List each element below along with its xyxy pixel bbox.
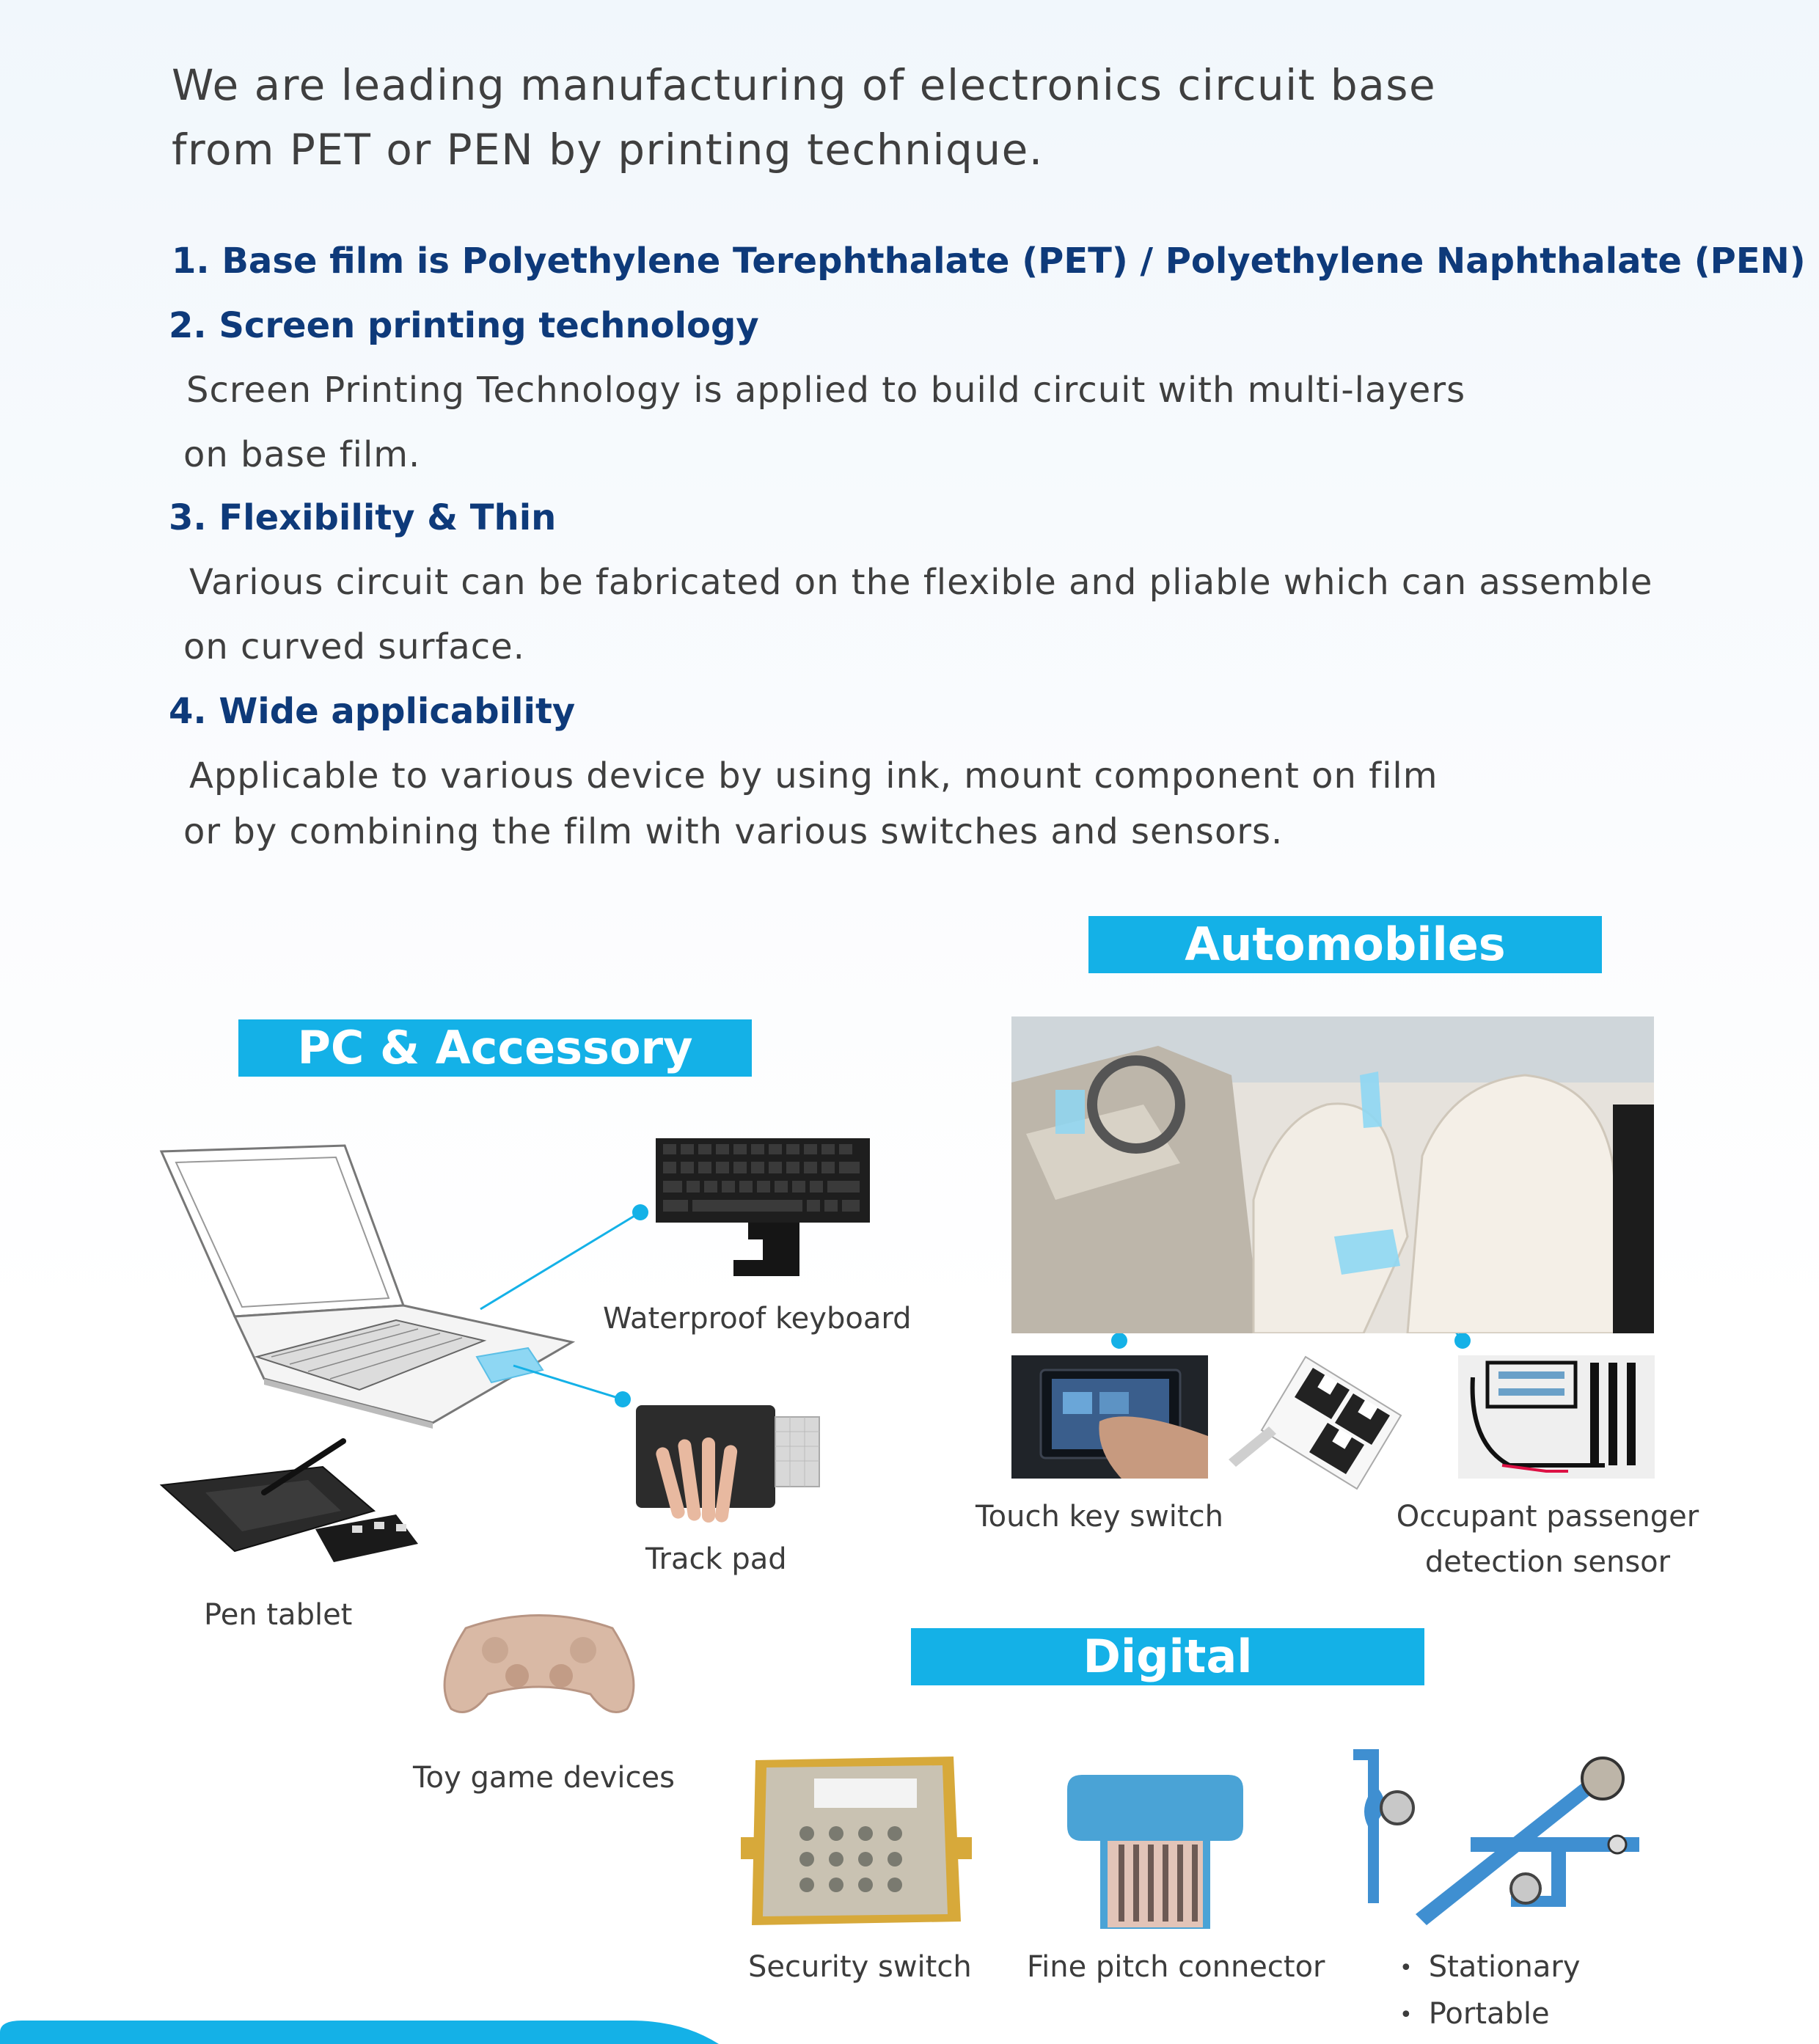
category-digital: Digital — [911, 1628, 1424, 1685]
flex-circuit-image — [1346, 1746, 1647, 1925]
fine-pitch-label: Fine pitch connector — [1027, 1950, 1325, 1984]
feature-3-title: 3. Flexibility & Thin — [169, 497, 557, 538]
sensor-film-image — [1225, 1349, 1408, 1496]
touch-key-dot — [1111, 1333, 1127, 1349]
intro-line-2: from PET or PEN by printing technique. — [172, 125, 1044, 175]
toy-label: Toy game devices — [413, 1761, 675, 1795]
occupant-dot — [1454, 1333, 1471, 1349]
security-switch-image — [733, 1749, 983, 1933]
bullet-list — [1399, 1948, 1581, 2034]
keyboard-label: Waterproof keyboard — [603, 1302, 912, 1336]
bullet-item-1-text: Stationary — [1428, 1950, 1581, 1984]
feature-2-line-2: on base film. — [183, 434, 421, 475]
occupant-label-line-2: detection sensor — [1424, 1545, 1671, 1579]
category-automobiles: Automobiles — [1088, 916, 1602, 973]
touch-key-label: Touch key switch — [976, 1500, 1223, 1534]
feature-3-line-1: Various circuit can be fabricated on the flexible and pliable which can assemble — [189, 562, 1653, 603]
fine-pitch-connector-image — [1067, 1775, 1243, 1929]
security-switch-label: Security switch — [748, 1950, 972, 1984]
trackpad-dot — [615, 1391, 631, 1407]
keyboard-dot — [632, 1204, 648, 1220]
bullet-item-1: • Stationary — [1399, 1950, 1581, 1984]
feature-1-title: 1. Base film is Polyethylene Terephthalate (PET) / Polyethylene Naphthalate (PEN) — [172, 241, 1806, 282]
category-pc-accessory: PC & Accessory — [238, 1019, 752, 1077]
bottom-wave — [0, 2021, 719, 2044]
pen-tablet-image — [154, 1437, 425, 1562]
feature-2-line-1: Screen Printing Technology is applied to build circuit with multi-layers — [186, 370, 1466, 411]
trackpad-image — [634, 1402, 825, 1528]
car-interior-image — [1011, 1016, 1654, 1333]
keyboard-image — [653, 1137, 873, 1283]
feature-3-line-2: on curved surface. — [183, 626, 525, 667]
feature-4-title: 4. Wide applicability — [169, 691, 576, 732]
feature-2-title: 2. Screen printing technology — [169, 305, 759, 346]
trackpad-label: Track pad — [645, 1542, 787, 1576]
occupant-label-line-1: Occupant passenger — [1396, 1500, 1699, 1534]
pen-tablet-label: Pen tablet — [204, 1598, 353, 1632]
feature-4-line-1: Applicable to various device by using ink, mount component on film — [189, 755, 1438, 796]
intro-line-1: We are leading manufacturing of electronics circuit base — [172, 60, 1437, 110]
game-controller-image — [436, 1599, 642, 1720]
occupant-sensor-image — [1458, 1355, 1655, 1479]
bullet-item-2: • Portable — [1399, 1997, 1550, 2031]
touch-key-image — [1011, 1355, 1208, 1479]
bullet-item-2-text: Portable — [1428, 1997, 1550, 2031]
occupant-label — [1394, 1498, 1702, 1581]
feature-4-line-2: or by combining the film with various switches and sensors. — [183, 811, 1284, 852]
